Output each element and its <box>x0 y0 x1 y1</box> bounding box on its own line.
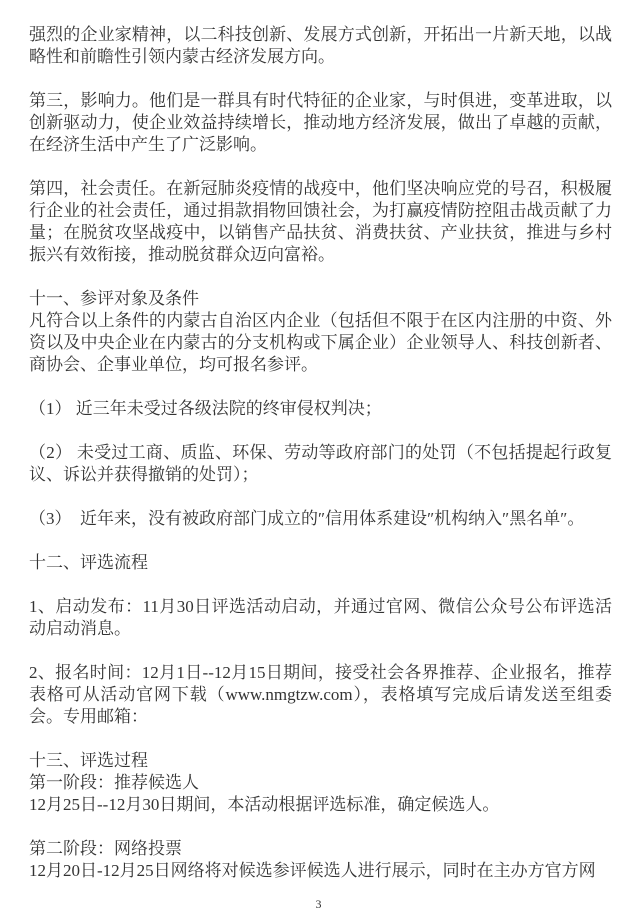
body-paragraph-stage-2-dates: 12月20日-12月25日网络将对候选参评候选人进行展示，同时在主办方官方网 <box>29 861 596 880</box>
body-paragraph-fourth-responsibility: 第四，社会责任。在新冠肺炎疫情的战疫中，他们坚决响应党的号召，积极履行企业的社会责任，通过捐款捐物回馈社会，为打赢疫情防控阻击战贡献了力量；在脱贫攻坚战疫中，以销售产品扶贫、消费扶贫、产业扶贫，推进与乡村振兴有效衔接，推动脱贫群众迈向富裕。 <box>29 179 612 264</box>
body-paragraph-third-influence: 第三，影响力。他们是一群具有时代特征的企业家，与时俱进，变革进取，以创新驱动力，使企业效益持续增长，推动地方经济发展，做出了卓越的贡献，在经济生活中产生了广泛影响。 <box>29 91 612 154</box>
list-item-condition-2: （2） 未受过工商、质监、环保、劳动等政府部门的处罚（不包括提起行政复议、诉讼并获得撤销的处罚）； <box>29 443 612 484</box>
body-paragraph-registration-time: 2、报名时间：12月1日--12月15日期间，接受社会各界推荐、企业报名，推荐表格可从活动官网下载（www.nmgtzw.com），表格填写完成后请发送至组委会。专用邮箱： <box>29 663 612 726</box>
body-paragraph-launch-release: 1、启动发布：11月30日评选活动启动，并通过官网、微信公众号公布评选活动启动消息。 <box>29 597 612 638</box>
list-item-condition-1: （1） 近三年未受过各级法院的终审侵权判决； <box>29 399 382 418</box>
list-item-condition-3: （3） 近年来，没有被政府部门成立的″信用体系建设″机构纳入″黑名单″。 <box>29 509 585 528</box>
body-paragraph-stage-1-dates: 12月25日--12月30日期间，本活动根据评选标准，确定候选人。 <box>29 795 500 814</box>
sub-heading-stage-1: 第一阶段：推荐候选人 <box>29 773 199 792</box>
sub-heading-stage-2: 第二阶段：网络投票 <box>29 839 182 858</box>
section-heading-13-selection: 十三、评选过程 <box>29 751 148 770</box>
section-heading-12-process: 十二、评选流程 <box>29 553 148 572</box>
section-heading-11-participants: 十一、参评对象及条件 <box>29 289 199 308</box>
page-number: 3 <box>315 897 322 911</box>
body-paragraph-eligibility: 凡符合以上条件的内蒙古自治区内企业（包括但不限于在区内注册的中资、外资以及中央企业在内蒙古的分支机构或下属企业）企业领导人、科技创新者、商协会、企事业单位，均可报名参评。 <box>29 311 612 374</box>
body-paragraph-entrepreneur-spirit: 强烈的企业家精神，以二科技创新、发展方式创新，开拓出一片新天地，以战略性和前瞻性引领内蒙古经济发展方向。 <box>29 25 612 66</box>
